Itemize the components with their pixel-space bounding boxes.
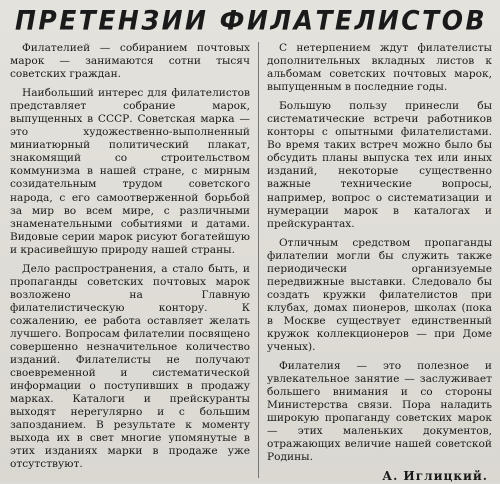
right-column (258, 42, 492, 484)
paragraph: С нетерпением ждут филателисты дополнительных вкладных листов к альбомам советских почтовых марок, выпущенным в последние годы. (267, 42, 492, 94)
paragraph: Филателия — это полезное и увлекательное занятие — заслуживает большего внимания и со стороны Министерства связи. Пора наладить широкую пропаганду советских марок — этих маленьких документов, отражающих величие нашей советской Родины. (267, 360, 492, 464)
paragraph: Наибольший интерес для филателистов представляет собрание марок, выпущенных в СССР. Советская марка — это художественно-выполненный миниатюрный политический плакат, знакомящий со строительством коммунизма в нашей стране, с мирным созидательным трудом советского народа, с его самоотверженной борьбой за мир во всем мире, с различными знаменательными событиями и датами. Видовые серии марок рисуют богатейшую и красивейшую природу нашей страны. (10, 87, 250, 256)
author-signature: А. Иглицкий. (382, 469, 488, 484)
left-column (10, 42, 258, 478)
paragraph: Отличным средством пропаганды филателии могли бы служить также периодически организуемые передвижные выставки. Следовало бы создать кружки филателистов при клубах, домах пионеров, школах (пока в Москве существует единственный кружок коллекционеров — при Доме ученых). (267, 236, 492, 354)
paragraph: Большую пользу принесли бы систематические встречи работников конторы с опытными филателистами. Во время таких встреч можно было бы обсудить планы выпуска тех или иных изданий, некоторые существенно важные технические вопросы, например, вопрос о систематизации и нумерации марок в каталогах и прейскурантах. (267, 100, 492, 230)
paragraph: Дело распространения, а стало быть, и пропаганды советских почтовых марок возложено на Главную филателистическую контору. К сожалению, ее работа оставляет желать лучшего. Вопросам филателии посвящено совершенно незначительное количество изданий. Филателисты не получают своевременной и систематической информации о поступивших в продажу марках. Каталоги и прейскуранты выходят нерегулярно и с большим запозданием. В результате к моменту выхода их в свет многие упомянутые в этих изданиях марки в продаже уже отсутствуют. (10, 262, 250, 471)
article-body (10, 42, 492, 484)
article-headline: ПРЕТЕНЗИИ ФИЛАТЕЛИСТОВ (14, 5, 488, 36)
paragraph: Филателией — собиранием почтовых марок — занимаются сотни тысяч советских граждан. (10, 42, 250, 81)
